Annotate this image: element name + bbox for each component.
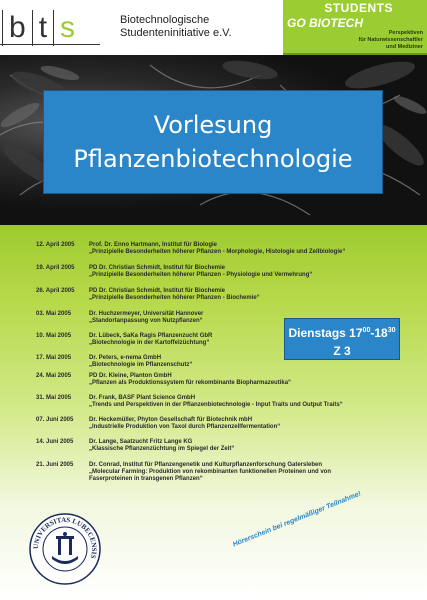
- title-box: [43, 90, 383, 194]
- schedule-topic: Faserproteinen in transgenen Pflanzen“: [89, 476, 203, 482]
- schedule-date: 19. April 2005: [36, 265, 75, 271]
- schedule-topic: „Biotechnologie im Pflanzenschutz“: [89, 362, 193, 368]
- logo-underline: [0, 44, 100, 45]
- org-line-2: Studenteninitiative e.V.: [120, 27, 232, 39]
- schedule-speaker: Dr. Heckemüller, Phyton Gesellschaft für Biotechnik mbH: [89, 417, 253, 423]
- room: Z 3: [333, 344, 351, 358]
- schedule-date: 07. Juni 2005: [36, 417, 74, 423]
- schedule-topic: „Molecular Farming: Produktion von rekombinanten funktionellen Proteinen und von: [89, 469, 332, 475]
- schedule-speaker: PD Dr. Kleine, Planton GmbH: [89, 373, 172, 379]
- bts-logo: [2, 8, 81, 48]
- schedule-topic: „Prinzipielle Besonderheiten höherer Pflanzen - Biochemie“: [89, 295, 260, 301]
- schedule-topic: „Biotechnologie in der Kartoffelzüchtung“: [89, 340, 210, 346]
- time-day: Dienstags 17: [288, 326, 363, 340]
- students-go-biotech-badge: [283, 0, 427, 55]
- schedule-topic: „Standortanpassung von Nutzpflanzen“: [89, 318, 203, 324]
- perspektiven-text: [359, 30, 424, 51]
- schedule-topic: „Pflanzen als Produktionssystem für rekombinante Biopharmazeutika“: [89, 380, 292, 386]
- schedule-topic: „Trends und Perspektiven in der Pflanzenbiotechnologie - Input Traits und Output Traits“: [89, 402, 343, 408]
- schedule-speaker: Dr. Lübeck, SaKa Ragis Pflanzenzucht GbR: [89, 333, 213, 339]
- schedule-topic: „Industrielle Produktion von Taxol durch Pflanzenzellfermentation“: [89, 424, 281, 430]
- schedule-date: 31. Mai 2005: [36, 395, 72, 401]
- schedule-date: 03. Mai 2005: [36, 311, 72, 317]
- org-line-1: Biotechnologische: [120, 14, 210, 26]
- time-end-min: 30: [387, 327, 396, 334]
- logo-letter-t: t: [32, 10, 53, 46]
- schedule-topic: „Prinzipielle Besonderheiten höherer Pflanzen - Morphologie, Histologie und Zellbiologie“: [89, 249, 346, 255]
- schedule-speaker: Dr. Frank, BASF Plant Science GmbH: [89, 395, 196, 401]
- schedule-topic: „Prinzipielle Besonderheiten höherer Pflanzen - Physiologie und Vermehrung“: [89, 272, 313, 278]
- schedule-speaker: Dr. Lange, Saatzucht Fritz Lange KG: [89, 439, 193, 445]
- perspektiven-line-1: Perspektiven: [388, 30, 423, 36]
- schedule-speaker: Dr. Conrad, Institut für Pflanzengenetik und Kulturpflanzenforschung Gatersleben: [89, 462, 323, 468]
- schedule-speaker: Dr. Peters, e-nema GmbH: [89, 355, 162, 361]
- perspektiven-line-3: und Mediziner: [386, 44, 423, 50]
- schedule-date: 10. Mai 2005: [36, 333, 72, 339]
- schedule-speaker: Dr. Huchzermeyer, Universität Hannover: [89, 311, 204, 317]
- org-name: [120, 14, 232, 40]
- schedule-date: 24. Mai 2005: [36, 373, 72, 379]
- title-line-1: Vorlesung: [153, 111, 273, 139]
- logo-letter-s: s: [53, 10, 81, 46]
- title-line-2: Pflanzenbiotechnologie: [73, 145, 353, 173]
- schedule-date: 12. April 2005: [36, 242, 75, 248]
- perspektiven-line-2: für Naturwissenschaftler: [358, 37, 423, 43]
- seal-text: UNIVERSITAS LUBECENSIS: [31, 515, 99, 560]
- schedule-date: 21. Juni 2005: [36, 462, 74, 468]
- time-sep: -18: [370, 326, 388, 340]
- time-start-min: 00: [362, 327, 371, 334]
- schedule-date: 17. Mai 2005: [36, 355, 72, 361]
- schedule-date: 26. April 2005: [36, 288, 75, 294]
- hoererschein-note: Hörerschein bei regelmäßiger Teilnahme!: [232, 490, 363, 549]
- time-range: [285, 322, 399, 342]
- logo-letter-b: b: [2, 10, 32, 46]
- go-biotech-label: GO BIOTECH: [287, 16, 364, 30]
- schedule-speaker: Prof. Dr. Enno Hartmann, Institut für Biologie: [89, 242, 218, 248]
- schedule-speaker: PD Dr. Christian Schmidt, Institut für Biochemie: [89, 265, 226, 271]
- schedule-topic: „Klassische Pflanzenzüchtung im Spiegel der Zeit“: [89, 446, 235, 452]
- schedule-date: 14. Juni 2005: [36, 439, 74, 445]
- schedule-speaker: PD Dr. Christian Schmidt, Institut für Biochemie: [89, 288, 226, 294]
- university-seal-icon: [28, 512, 102, 586]
- students-label: STUDENTS: [324, 1, 393, 15]
- time-box: [284, 318, 400, 360]
